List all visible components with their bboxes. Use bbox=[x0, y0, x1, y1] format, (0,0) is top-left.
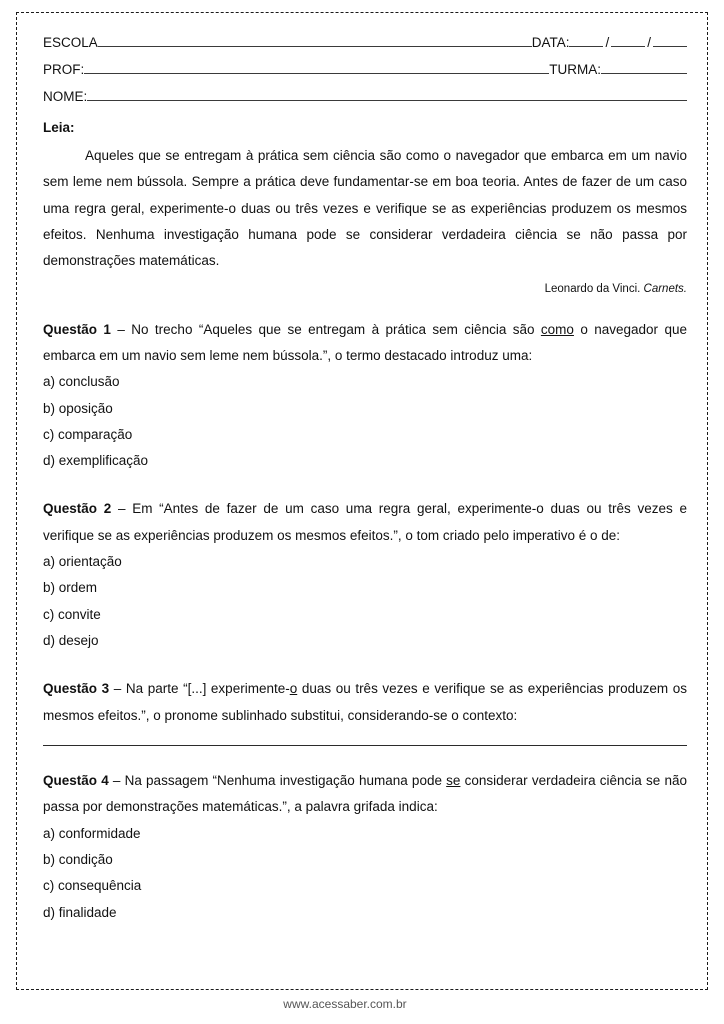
question-2 bbox=[43, 496, 687, 549]
data-month-line[interactable] bbox=[611, 46, 645, 47]
data-day-line[interactable] bbox=[569, 46, 603, 47]
option-item[interactable]: a) conformidade bbox=[43, 825, 141, 841]
question-2-label: Questão 2 bbox=[43, 501, 112, 517]
option-item[interactable]: d) desejo bbox=[43, 633, 99, 648]
field-row-nome bbox=[43, 89, 687, 104]
question-2-text-before: Em “Antes de fazer de um caso uma regra geral, experimente-o duas ou três vezes e verifique se as experiências produzem os mesmos efeitos.”, o tom criado pelo imperativo é o de: bbox=[43, 501, 687, 543]
option-item[interactable]: a) orientação bbox=[43, 554, 122, 570]
question-4-dash: – bbox=[112, 772, 121, 788]
attribution-author: Leonardo da Vinci. bbox=[544, 282, 641, 295]
question-1-text-before: No trecho “Aqueles que se entregam à prática sem ciência são bbox=[131, 321, 541, 337]
question-3-text-before: Na parte “[...] experimente- bbox=[125, 681, 290, 697]
page-footer bbox=[0, 997, 724, 1011]
option-item[interactable]: d) finalidade bbox=[43, 904, 117, 920]
date-separator-1: / bbox=[605, 35, 610, 50]
question-1 bbox=[43, 317, 687, 370]
question-3-label: Questão 3 bbox=[43, 681, 110, 697]
field-row-prof-turma bbox=[43, 62, 687, 77]
turma-label: TURMA: bbox=[549, 62, 601, 77]
attribution-work: Carnets. bbox=[643, 282, 687, 295]
question-2-dash: – bbox=[117, 501, 126, 517]
question-2-options bbox=[43, 549, 687, 654]
question-4-options bbox=[43, 821, 687, 926]
question-3 bbox=[43, 676, 687, 729]
footer-site-url[interactable]: www.acessaber.com.br bbox=[283, 997, 407, 1011]
reading-attribution bbox=[43, 283, 687, 295]
option-item[interactable]: c) comparação bbox=[43, 426, 133, 442]
escola-input-line[interactable] bbox=[98, 46, 532, 47]
nome-label: NOME: bbox=[43, 89, 88, 104]
option-item[interactable]: c) convite bbox=[43, 606, 101, 622]
option-item[interactable]: b) condição bbox=[43, 851, 113, 867]
question-4 bbox=[43, 768, 687, 821]
question-4-text-after: considerar verdadeira ciência se não passa por demonstrações matemáticas.”, a palavra grifada indica: bbox=[43, 772, 687, 815]
data-year-line[interactable] bbox=[653, 46, 687, 47]
reading-heading: Leia: bbox=[43, 120, 75, 135]
nome-input-line[interactable] bbox=[87, 100, 687, 101]
question-3-answer-line[interactable] bbox=[43, 745, 687, 746]
question-1-dash: – bbox=[117, 321, 125, 337]
option-item[interactable]: a) conclusão bbox=[43, 374, 120, 390]
question-4-text-before: Na passagem “Nenhuma investigação humana pode bbox=[124, 772, 447, 788]
question-3-text-after: duas ou três vezes e verifique se as experiências produzem os mesmos efeitos.”, o pronome sublinhado substitui, considerando-se o contexto: bbox=[43, 681, 687, 723]
worksheet-content bbox=[43, 35, 687, 926]
reading-passage: Aqueles que se entregam à prática sem ciência são como o navegador que embarca em um navio sem leme nem bússola. Sempre a prática deve fundamentar-se em boa teoria. Antes de fazer de um caso uma regra geral, experimente-o duas ou três vezes e verifique se as experiências produzem os mesmos efeitos. Nenhuma investigação humana pode se considerar verdadeira ciência se não passa por demonstrações matemáticas. bbox=[43, 148, 687, 269]
question-1-label: Questão 1 bbox=[43, 321, 111, 337]
field-row-escola-data bbox=[43, 35, 687, 50]
prof-input-line[interactable] bbox=[84, 73, 549, 74]
question-1-text-after: o navegador que embarca em um navio sem leme nem bússola.”, o termo destacado introduz uma: bbox=[43, 321, 687, 363]
option-item[interactable]: b) ordem bbox=[43, 580, 98, 596]
question-4-highlight: se bbox=[446, 772, 461, 788]
option-item[interactable]: b) oposição bbox=[43, 400, 113, 416]
question-1-highlight: como bbox=[540, 321, 574, 337]
question-1-options bbox=[43, 369, 687, 474]
question-3-dash: – bbox=[113, 681, 122, 697]
question-3-highlight: o bbox=[289, 681, 298, 697]
option-item[interactable]: c) consequência bbox=[43, 878, 142, 894]
date-separator-2: / bbox=[647, 35, 651, 50]
option-item[interactable]: d) exemplificação bbox=[43, 453, 149, 469]
worksheet-page bbox=[16, 12, 708, 990]
turma-input-line[interactable] bbox=[601, 73, 687, 74]
escola-label: ESCOLA bbox=[43, 35, 98, 50]
data-label: DATA: bbox=[531, 35, 570, 50]
question-4-label: Questão 4 bbox=[43, 772, 109, 788]
prof-label: PROF: bbox=[43, 62, 85, 77]
